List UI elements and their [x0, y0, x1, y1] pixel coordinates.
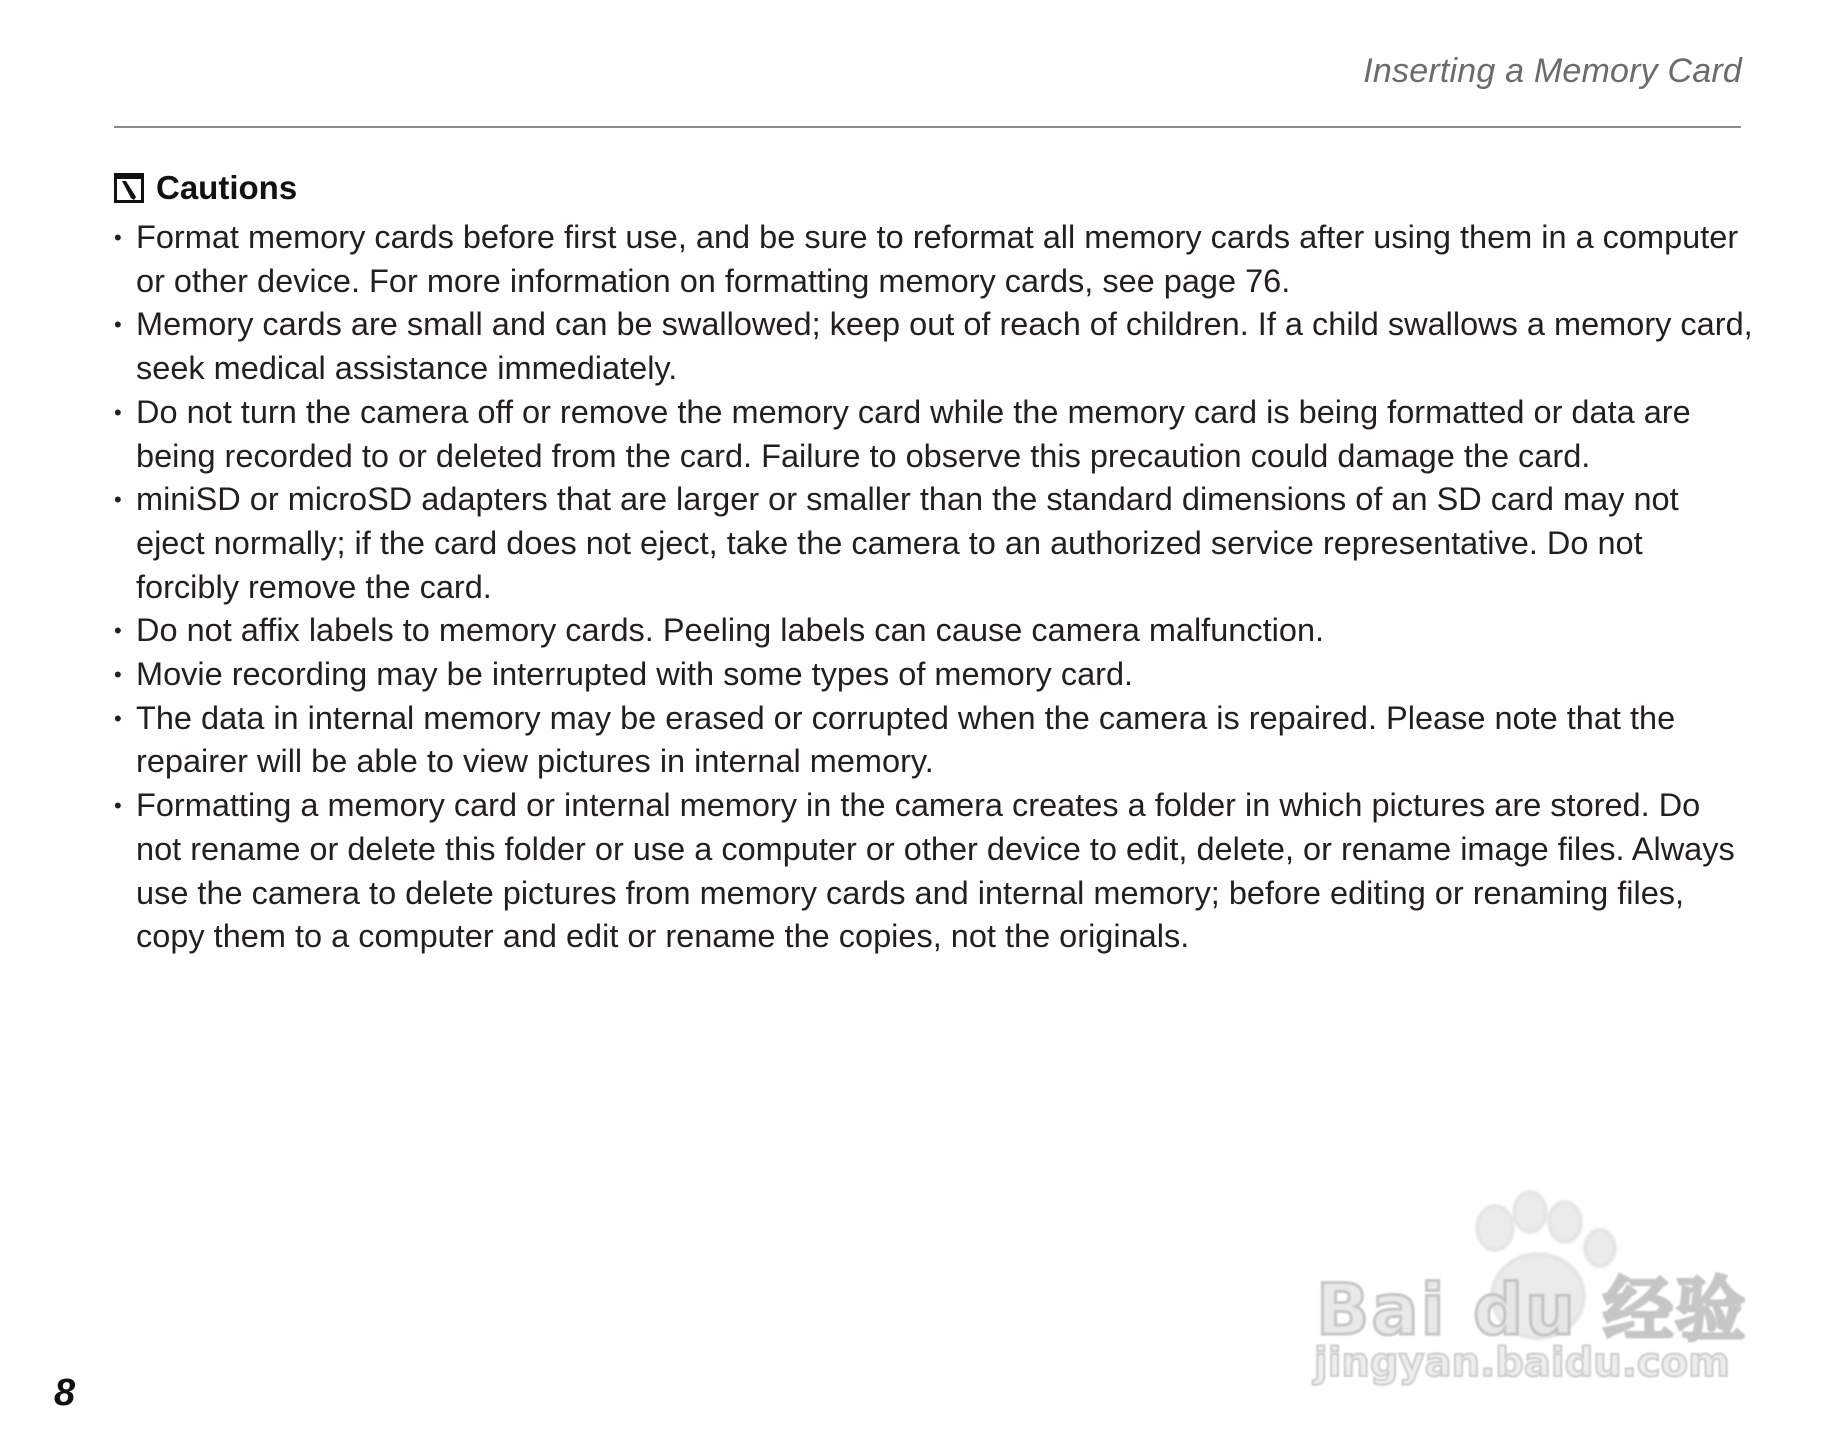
header-divider	[114, 126, 1741, 128]
caution-pencil-icon	[114, 173, 144, 203]
caution-item-text: miniSD or microSD adapters that are larger or smaller than the standard dimensions of an SD card may not eject normally; if the card does not eject, take the camera to an authorized service representative. Do not forcibly remove the card.	[136, 481, 1679, 605]
bullet-icon: •	[114, 618, 122, 644]
cautions-section	[114, 168, 1754, 959]
caution-item-text: Memory cards are small and can be swallowed; keep out of reach of children. If a child swallows a memory card, seek medical assistance immediately.	[136, 306, 1753, 387]
bullet-icon: •	[114, 662, 122, 688]
cautions-list	[114, 216, 1754, 959]
watermark-brand-text: Bai du 经验	[1316, 1269, 1748, 1351]
bullet-icon: •	[114, 312, 122, 338]
caution-item-text: The data in internal memory may be erased or corrupted when the camera is repaired. Please note that the repairer will be able to view pictures in internal memory.	[136, 699, 1676, 780]
caution-list-item	[114, 216, 1754, 303]
caution-item-text: Format memory cards before first use, and be sure to reformat all memory cards after using them in a computer or other device. For more information on formatting memory cards, see page 76.	[136, 219, 1739, 299]
cautions-title: Cautions	[156, 169, 298, 206]
caution-list-item	[114, 784, 1754, 959]
bullet-icon: •	[114, 487, 122, 513]
bullet-icon: •	[114, 399, 122, 425]
caution-list-item	[114, 653, 1754, 697]
caution-item-text: Do not turn the camera off or remove the memory card while the memory card is being formatted or data are being recorded to or deleted from the card. Failure to observe this precaution could damage the card.	[136, 393, 1691, 474]
caution-list-item	[114, 697, 1754, 784]
cautions-heading	[114, 168, 1754, 208]
bullet-icon: •	[114, 225, 122, 250]
caution-list-item	[114, 391, 1754, 478]
page-number: 8	[54, 1372, 76, 1414]
bullet-icon: •	[114, 793, 122, 819]
running-header-title: Inserting a Memory Card	[1363, 52, 1742, 90]
caution-list-item	[114, 478, 1754, 609]
watermark-url-text: jingyan.baidu.com	[1314, 1340, 1730, 1386]
caution-list-item	[114, 303, 1754, 390]
bullet-icon: •	[114, 705, 122, 731]
caution-item-text: Formatting a memory card or internal memory in the camera creates a folder in which pictures are stored. Do not rename or delete this folder or use a computer or other device to edit, delete, or rename image files. Always use the camera to delete pictures from memory cards and internal memory; before editing or renaming files, copy them to a computer and edit or rename the copies, not the originals.	[136, 787, 1735, 955]
baidu-watermark	[1310, 1188, 1750, 1398]
caution-item-text: Do not affix labels to memory cards. Peeling labels can cause camera malfunction.	[136, 612, 1325, 649]
caution-item-text: Movie recording may be interrupted with some types of memory card.	[136, 656, 1134, 693]
caution-list-item	[114, 609, 1754, 653]
